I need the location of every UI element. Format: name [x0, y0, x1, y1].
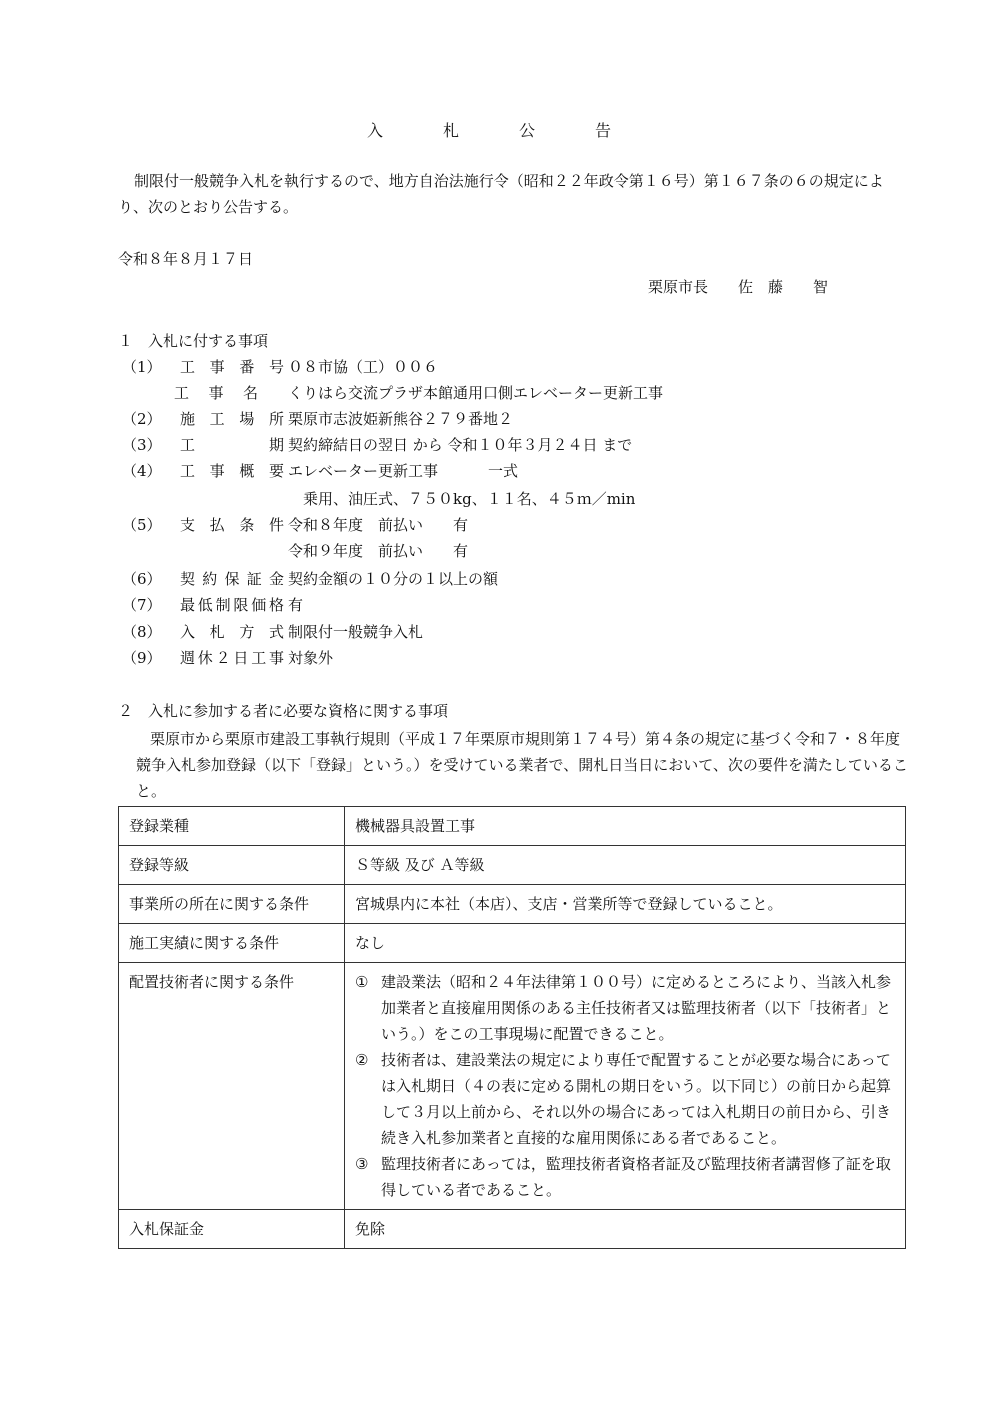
item-label: 工事概要	[180, 462, 284, 480]
row-key: 配置技術者に関する条件	[119, 963, 345, 1210]
item-value: 契約締結日の翌日 から 令和１０年３月２４日 まで	[288, 436, 633, 454]
item-value: 有	[288, 596, 304, 614]
page-title: 入 札 公 告	[366, 121, 633, 140]
section2-heading: ２ 入札に参加する者に必要な資格に関する事項	[118, 702, 449, 720]
item-label: 入札方式	[180, 623, 284, 641]
item-number: （1）	[122, 358, 162, 376]
item-number: （2）	[122, 410, 162, 428]
table-row	[119, 963, 906, 1210]
item-label: 工期	[180, 436, 284, 454]
item-label: 施工場所	[180, 410, 284, 428]
table-row	[119, 1210, 906, 1249]
condition-text: 建設業法（昭和２４年法律第１００号）に定めるところにより、当該入札参加業者と直接雇用関係のある主任技術者又は監理技術者（以下「技術者」という。）をこの工事現場に配置できること。	[381, 973, 892, 1043]
row-key: 施工実績に関する条件	[119, 924, 345, 963]
row-value: Ｓ等級 及び Ａ等級	[345, 846, 906, 885]
item-label: 工事名	[174, 384, 258, 402]
notice-date: 令和８年８月１７日	[118, 250, 254, 268]
row-value: 免除	[345, 1210, 906, 1249]
item-value: 令和９年度 前払い 有	[288, 542, 469, 560]
item-number: （5）	[122, 516, 162, 534]
item-label: 支払条件	[180, 516, 284, 534]
row-key: 事業所の所在に関する条件	[119, 885, 345, 924]
table-row	[119, 846, 906, 885]
condition-text: 技術者は、建設業法の規定により専任で配置することが必要な場合にあっては入札期日（４の表に定める開札の期日をいう。以下同じ）の前日から起算して３月以上前から、それ以外の場合にあっては入札期日の前日から、引き続き入札参加業者と直接的な雇用関係にある者であること。	[381, 1051, 892, 1147]
item-number: （6）	[122, 570, 162, 588]
item-value: 対象外	[288, 649, 334, 667]
row-value	[345, 963, 906, 1210]
item-label: 工事番号	[180, 358, 284, 376]
section2-body: 栗原市から栗原市建設工事執行規則（平成１７年栗原市規則第１７４号）第４条の規定に基づく令和７・８年度競争入札参加登録（以下「登録」という。）を受けている業者で、開札日当日において、次の要件を満たしていること。	[136, 730, 908, 800]
item-value: エレベーター更新工事	[288, 462, 439, 480]
row-key: 登録業種	[119, 807, 345, 846]
item-label: 週休２日工事	[180, 649, 284, 667]
condition-item	[355, 969, 891, 1047]
item-label: 契約保証金	[180, 570, 284, 588]
item-number: （4）	[122, 462, 162, 480]
condition-mark: ①	[355, 973, 369, 991]
condition-item	[355, 1047, 891, 1151]
table-row	[119, 924, 906, 963]
row-value: 宮城県内に本社（本店）、支店・営業所等で登録していること。	[345, 885, 906, 924]
item-value: 制限付一般競争入札	[288, 623, 424, 641]
intro-paragraph: 制限付一般競争入札を執行するので、地方自治法施行令（昭和２２年政令第１６号）第１６７条の６の規定により、次のとおり公告する。	[118, 172, 884, 216]
issuer: 栗原市長 佐 藤 智	[648, 278, 829, 296]
item-number: （9）	[122, 649, 162, 667]
row-key: 登録等級	[119, 846, 345, 885]
table-row	[119, 885, 906, 924]
section1-heading: １ 入札に付する事項	[118, 332, 269, 350]
row-value: 機械器具設置工事	[345, 807, 906, 846]
item-value-quantity: 一式	[488, 462, 519, 480]
item-value: 令和８年度 前払い 有	[288, 516, 469, 534]
item-number: （3）	[122, 436, 162, 454]
item-label: 最低制限価格	[180, 596, 284, 614]
condition-mark: ③	[355, 1155, 369, 1173]
item-value: 栗原市志波姫新熊谷２７９番地２	[288, 410, 514, 428]
item-value: 乗用、油圧式、７５０kg、１１名、４５ｍ／min	[288, 490, 636, 508]
condition-mark: ②	[355, 1051, 369, 1069]
requirements-table	[118, 806, 906, 1249]
item-number: （7）	[122, 596, 162, 614]
item-value: ０８市協（工）００６	[288, 358, 439, 376]
condition-text: 監理技術者にあっては，監理技術者資格者証及び監理技術者講習修了証を取得している者であること。	[381, 1155, 891, 1199]
table-row	[119, 807, 906, 846]
item-value: 契約金額の１０分の１以上の額	[288, 570, 499, 588]
row-key: 入札保証金	[119, 1210, 345, 1249]
item-value: くりはら交流プラザ本館通用口側エレベーター更新工事	[288, 384, 664, 402]
row-value: なし	[345, 924, 906, 963]
item-number: （8）	[122, 623, 162, 641]
condition-item	[355, 1151, 891, 1203]
